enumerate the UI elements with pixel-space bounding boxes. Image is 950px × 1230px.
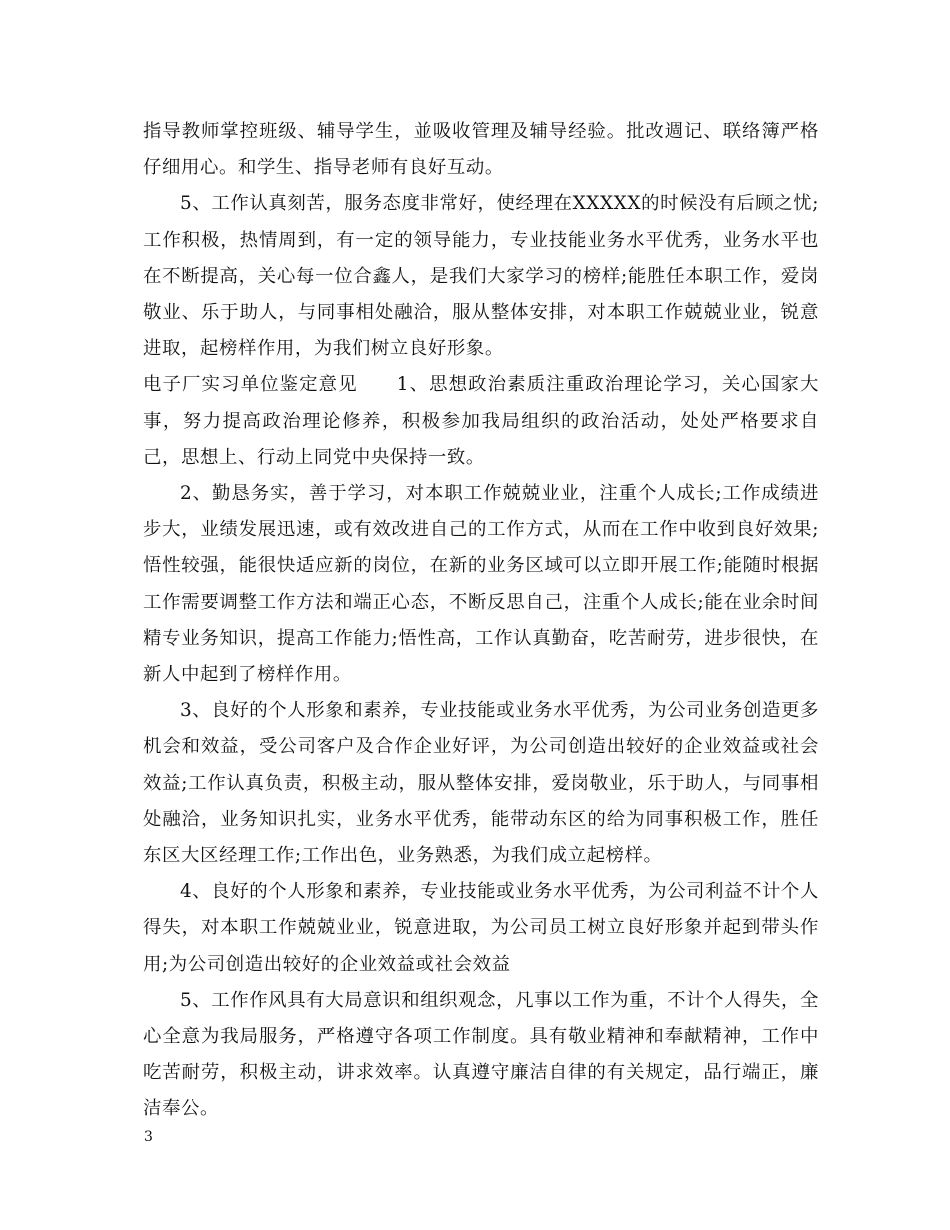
page-number: 3 [144, 1129, 153, 1145]
paragraph-item-5-second: 5、工作作风具有大局意识和组织观念，凡事以工作为重，不计个人得失，全心全意为我局服务，严格遵守各项工作制度。具有敬业精神和奉献精神，工作中吃苦耐劳，积极主动，讲求效率。认真遵守廉洁自律的有关规定，品行端正，廉洁奉公。 [143, 989, 819, 1120]
paragraph-continuation: 指导教师掌控班级、辅导学生，並吸收管理及辅导经验。批改週记、联络簿严格仔细用心。和学生、指导老师有良好互动。 [143, 121, 819, 179]
paragraph-item-4: 4、良好的个人形象和素养，专业技能或业务水平优秀，为公司利益不计个人得失，对本职工作兢兢业业，锐意进取，为公司员工树立良好形象并起到带头作用;为公司创造出较好的企业效益或社会效益 [143, 881, 819, 975]
paragraph-item-2: 2、勤恳务实，善于学习，对本职工作兢兢业业，注重个人成长;工作成绩进步大，业绩发展迅速，或有效改进自己的工作方式，从而在工作中收到良好效果;悟性较强，能很快适应新的岗位，在新的业务区域可以立即开展工作;能随时根据工作需要调整工作方法和端正心态，不断反思自己，注重个人成长;能在业余时间精专业务知识，提高工作能力;悟性高，工作认真勤奋，吃苦耐劳，进步很快，在新人中起到了榜样作用。 [143, 483, 819, 686]
document-body [143, 114, 819, 1128]
paragraph-item-3: 3、良好的个人形象和素养，专业技能或业务水平优秀，为公司业务创造更多机会和效益，受公司客户及合作企业好评，为公司创造出较好的企业效益或社会效益;工作认真负责，积极主动，服从整体安排，爱岗敬业，乐于助人，与同事相处融洽，业务知识扎实，业务水平优秀，能带动东区的给为同事积极工作，胜任东区大区经理工作;工作出色，业务熟悉，为我们成立起榜样。 [143, 700, 819, 867]
paragraph-item-5-first: 5、工作认真刻苦，服务态度非常好，使经理在XXXXX的时候没有后顾之忧;工作积极，热情周到，有一定的领导能力，专业技能业务水平优秀，业务水平也在不断提高，关心每一位合鑫人，是我们大家学习的榜样;能胜任本职工作，爱岗敬业、乐于助人，与同事相处融洽，服从整体安排，对本职工作兢兢业业，锐意进取，起榜样作用，为我们树立良好形象。 [143, 193, 819, 360]
paragraph-section-heading-item-1: 电子厂实习单位鉴定意见 1、思想政治素质注重政治理论学习，关心国家大事，努力提高政治理论修养，积极参加我局组织的政治活动，处处严格要求自己，思想上、行动上同党中央保持一致。 [143, 374, 819, 468]
